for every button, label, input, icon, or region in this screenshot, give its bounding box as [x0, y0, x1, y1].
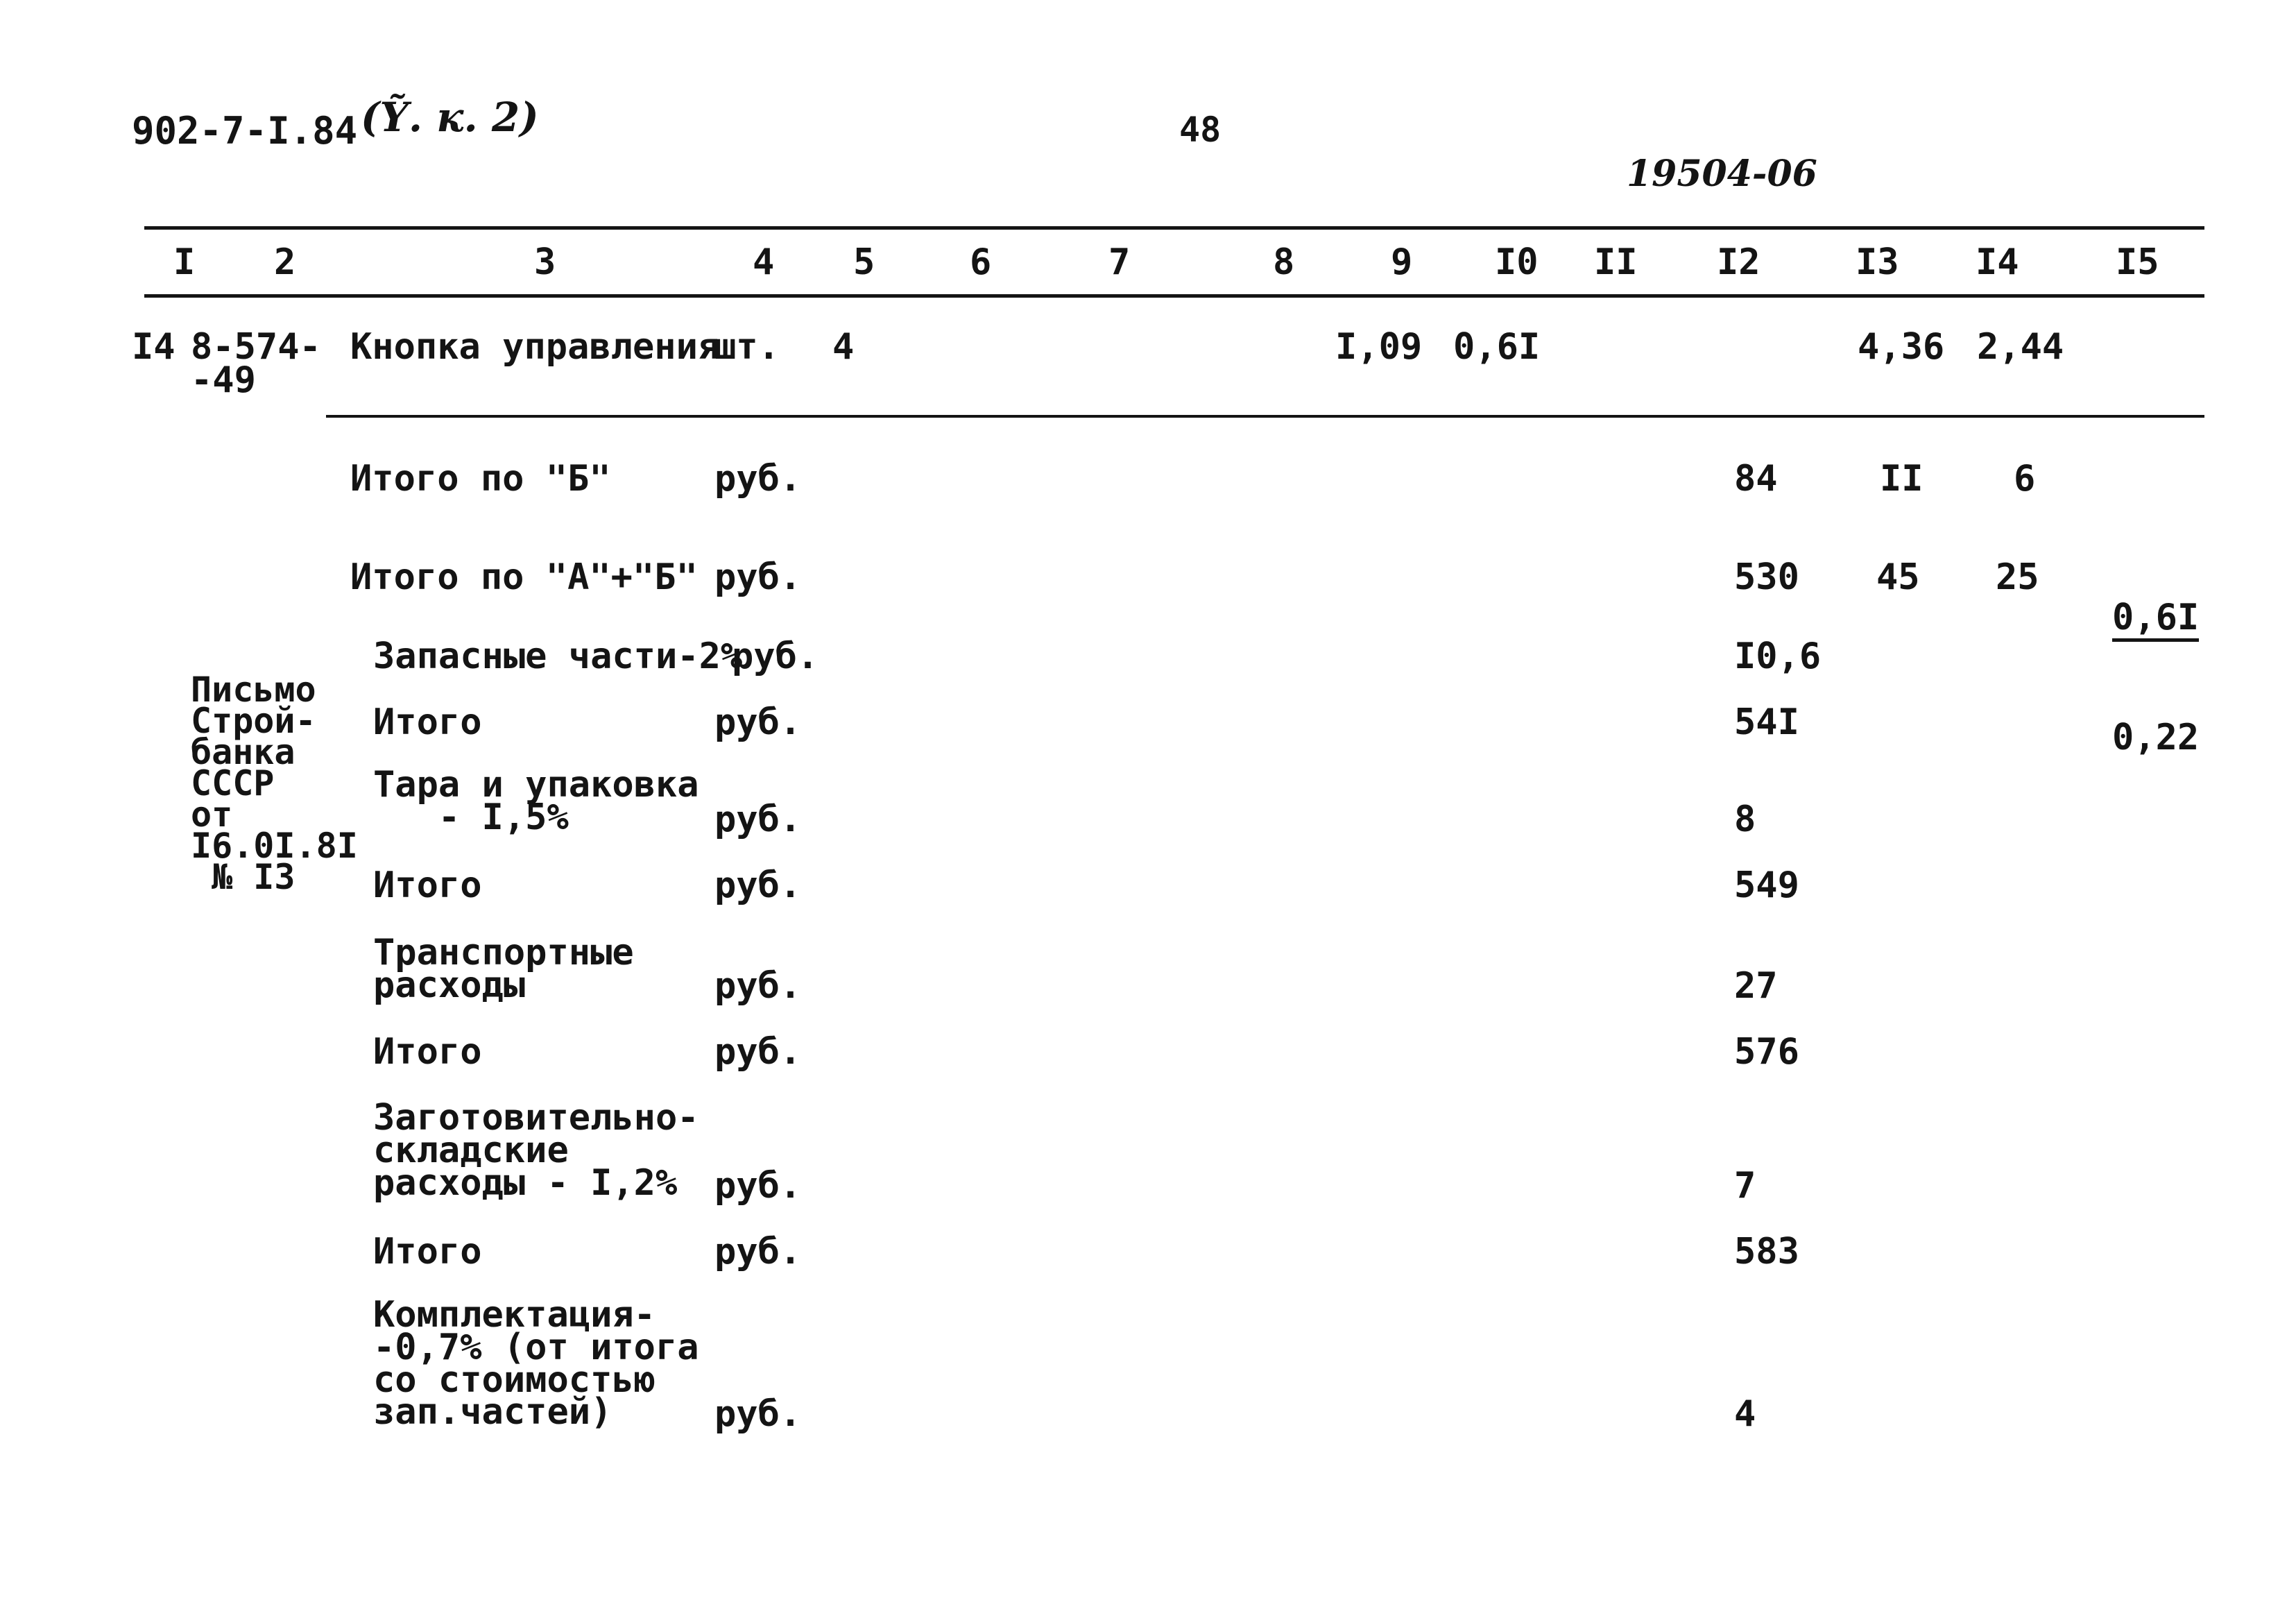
row-unit: руб. [714, 865, 802, 906]
row-col12: 549 [1734, 865, 1799, 906]
row-col12: 84 [1734, 458, 1778, 500]
item-name: Кнопка управления [350, 326, 720, 368]
page-number: 48 [1179, 110, 1222, 150]
item-unit: шт. [714, 326, 780, 368]
row-label: Итого [373, 1031, 482, 1073]
row-label: Транспортные расходы [373, 932, 634, 1006]
row-col14: 25 [1996, 556, 2039, 598]
item-col9: I,09 [1335, 326, 1423, 368]
row-label: Заготовительно- складские расходы - I,2% [373, 1097, 699, 1204]
row-col12: 27 [1734, 965, 1778, 1007]
row-col12: 583 [1734, 1231, 1799, 1273]
row-col12: 8 [1734, 799, 1756, 840]
doc-code: 902-7-I.84 [132, 109, 358, 153]
row-label: Итого [373, 865, 482, 906]
col-header-14: I4 [1976, 241, 2019, 283]
col-header-2: 2 [274, 241, 296, 283]
item-code-line1: 8-574- [191, 326, 321, 368]
row-label: Тара и упаковка - I,5% [373, 764, 699, 838]
row-col15-fraction [2112, 527, 2199, 828]
row-col13: II [1880, 458, 1924, 500]
item-col13: 4,36 [1858, 326, 1945, 368]
col-header-13: I3 [1856, 241, 1899, 283]
item-col10: 0,6I [1453, 326, 1541, 368]
item-bottom-rule [326, 415, 2204, 418]
item-code-line2: -49 [191, 359, 256, 401]
item-col14: 2,44 [1977, 326, 2064, 368]
row-unit: руб. [714, 965, 802, 1007]
row-unit: руб. [714, 799, 802, 840]
col-header-10: I0 [1495, 241, 1539, 283]
row-col12: 4 [1734, 1393, 1756, 1435]
col-header-8: 8 [1273, 241, 1295, 283]
row-label: Итого по "А"+"Б" [350, 556, 698, 598]
archive-number: 19504-06 [1627, 153, 1817, 195]
item-number: I4 [132, 326, 175, 368]
row-label: Запасные части-2% [373, 636, 743, 677]
col-header-9: 9 [1391, 241, 1413, 283]
row-label: Комплектация- -0,7% (от итога со стоимостью зап.частей) [373, 1294, 699, 1433]
col-header-3: 3 [534, 241, 556, 283]
row-label: Итого [373, 701, 482, 743]
col-header-12: I2 [1717, 241, 1760, 283]
row-col12: 530 [1734, 556, 1799, 598]
row-unit: руб. [714, 1031, 802, 1073]
fraction-denominator: 0,22 [2112, 717, 2200, 758]
row-unit: руб. [714, 556, 802, 598]
row-unit: руб. [714, 1165, 802, 1207]
row-col12: 54I [1734, 701, 1799, 743]
item-quantity: 4 [832, 326, 855, 368]
header-bottom-rule [144, 294, 2204, 298]
col-header-5: 5 [853, 241, 875, 283]
row-col14: 6 [2014, 458, 2036, 500]
col-header-11: II [1594, 241, 1638, 283]
row-unit: руб. [714, 1393, 802, 1435]
row-col12: 7 [1734, 1165, 1756, 1207]
row-label: Итого [373, 1231, 482, 1273]
row-col12: 576 [1734, 1031, 1799, 1073]
col-header-6: 6 [970, 241, 992, 283]
row-unit: руб. [732, 636, 819, 677]
side-note: Письмо Строй- банка СССР от I6.0I.8I № I3 [191, 670, 358, 897]
row-label: Итого по "Б" [350, 458, 611, 500]
col-header-15: I5 [2116, 241, 2159, 283]
volume-note: (Ỹ. к. 2) [361, 94, 539, 141]
row-unit: руб. [714, 1231, 802, 1273]
row-unit: руб. [714, 458, 802, 500]
row-col12: I0,6 [1734, 636, 1822, 677]
col-header-1: I [173, 241, 196, 283]
row-unit: руб. [714, 701, 802, 743]
table-top-rule [144, 226, 2204, 230]
col-header-7: 7 [1108, 241, 1131, 283]
row-col13: 45 [1876, 556, 1920, 598]
fraction-numerator: 0,6I [2112, 599, 2199, 642]
col-header-4: 4 [753, 241, 775, 283]
